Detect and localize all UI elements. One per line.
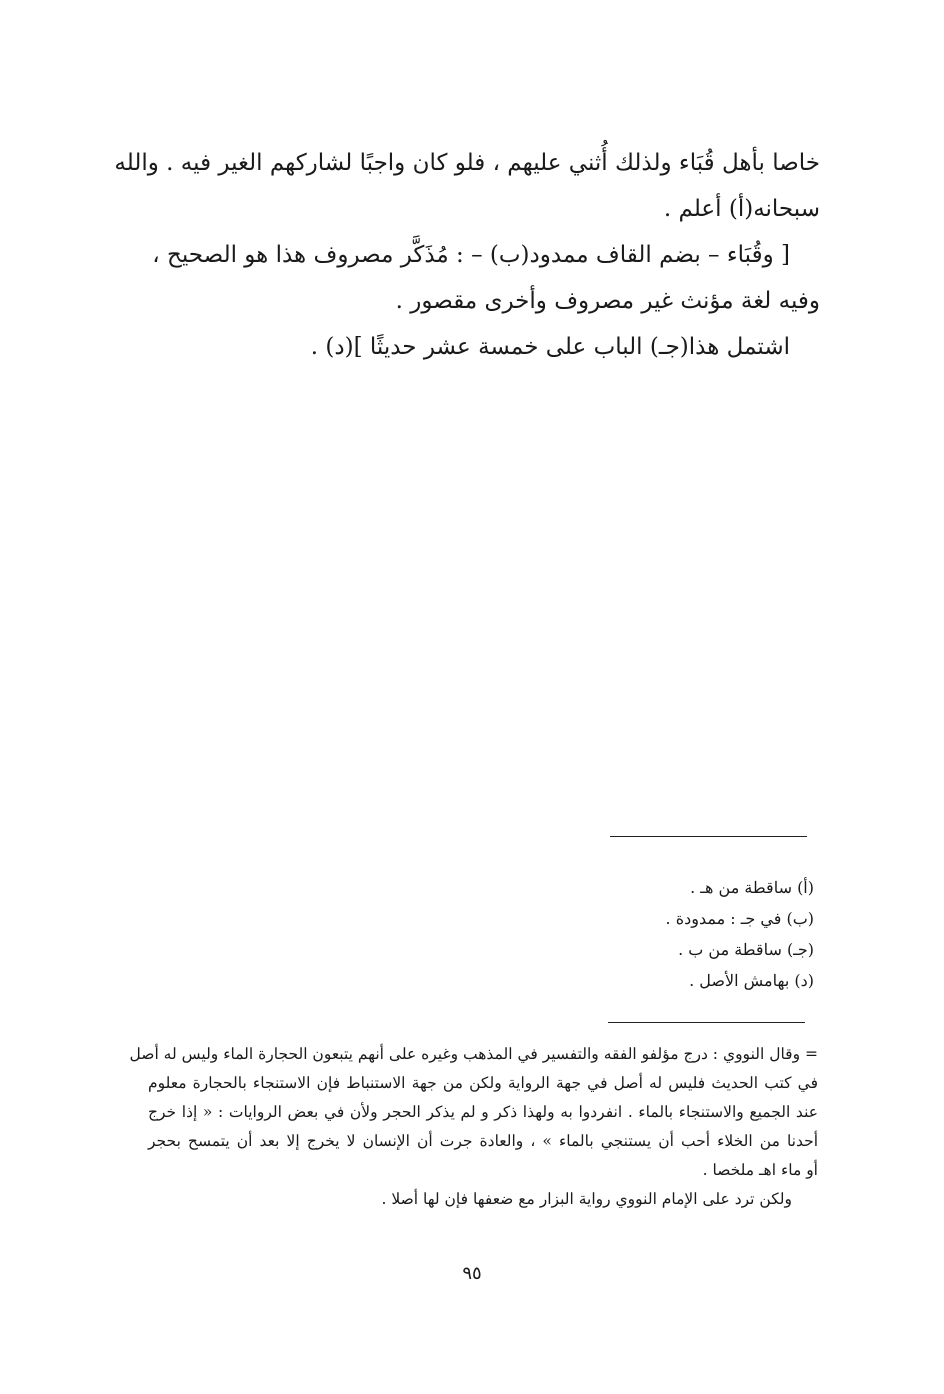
footnote-line: عند الجميع والاستنجاء بالماء . انفردوا به ولهذا ذكر و لم يذكر الحجر ولأن في بعض الروايات : « إذا خرج [148, 1103, 818, 1121]
page-number: ٩٥ [462, 1263, 482, 1284]
text-line: خاصا بأهل قُبَاء ولذلك أُثني عليهم ، فلو كان واجبًا لشاركهم الغير فيه . والله [114, 150, 820, 176]
text-line: [ وقُبَاء – بضم القاف ممدود(ب) – : مُذَكَّر مصروف هذا هو الصحيح ، [152, 242, 790, 268]
variant-footnotes [454, 872, 814, 996]
text-line: سبحانه(أ) أعلم . [663, 196, 820, 222]
footnote: (ب) في جـ : ممدودة . [665, 909, 814, 928]
footnote-line: أحدنا من الخلاء أحب أن يستنجي بالماء » ، والعادة جرت أن الإنسان لا يخرج إلا بعد أن يتمسح بحجر [148, 1132, 818, 1150]
footnote-line: في كتب الحديث فليس له أصل في جهة الرواية ولكن من جهة الاستنباط فإن الاستنجاء بالحجارة معلوم [148, 1074, 818, 1092]
footnote-separator [608, 1022, 805, 1023]
footnote: (أ) ساقطة من هـ . [690, 878, 814, 897]
main-text [114, 140, 820, 370]
text-line: وفيه لغة مؤنث غير مصروف وأخرى مقصور . [395, 288, 820, 314]
text-line: اشتمل هذا(جـ) الباب على خمسة عشر حديثًا ](د) . [310, 334, 790, 360]
footnote: (د) بهامش الأصل . [689, 971, 814, 990]
footnote-line: أو ماء اهـ ملخصا . [702, 1161, 818, 1179]
continued-footnote [129, 1040, 818, 1214]
footnote: (جـ) ساقطة من ب . [678, 940, 814, 959]
footnote-line: ولكن ترد على الإمام النووي رواية البزار مع ضعفها فإن لها أصلا . [381, 1190, 792, 1208]
footnote-separator [610, 836, 807, 837]
footnote-line: = وقال النووي : درج مؤلفو الفقه والتفسير في المذهب وغيره على أنهم يتبعون الحجارة الماء وليس له أصل [129, 1045, 818, 1063]
